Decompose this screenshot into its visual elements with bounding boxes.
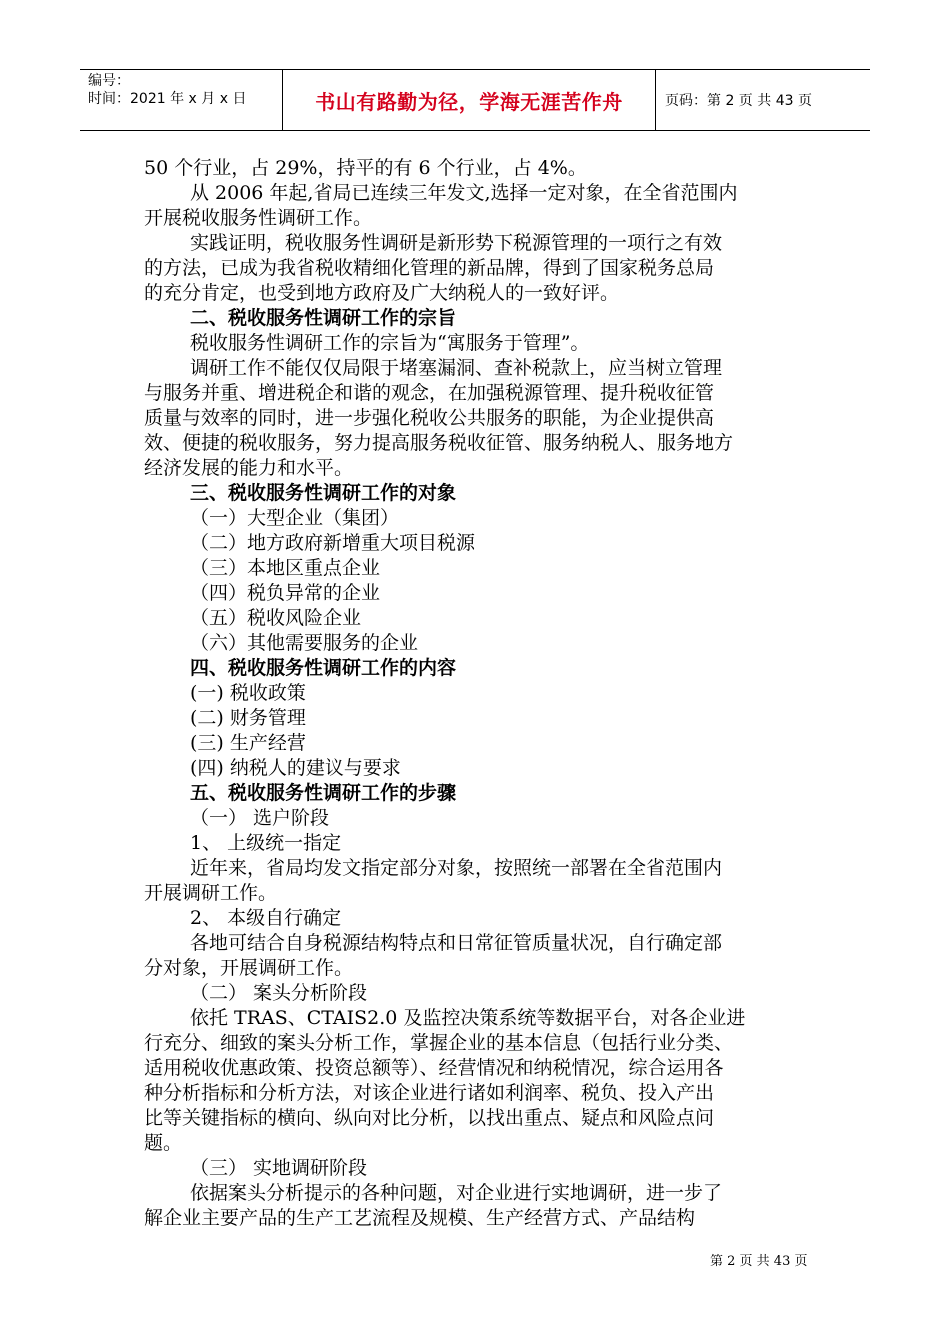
page-header	[80, 69, 870, 131]
header-meta	[80, 70, 282, 130]
paragraph-line: 从 2006 年起,省局已连续三年发文,选择一定对象，在全省范围内	[190, 182, 738, 204]
list-item: （一）大型企业（集团）	[190, 507, 400, 529]
paragraph-line: 行充分、细致的案头分析工作，掌握企业的基本信息（包括行业分类、	[144, 1032, 734, 1054]
list-item: （四）税负异常的企业	[190, 582, 381, 604]
paragraph-line: 解企业主要产品的生产工艺流程及规模、生产经营方式、产品结构	[144, 1207, 696, 1229]
paragraph-line: 适用税收优惠政策、投资总额等）、经营情况和纳税情况，综合运用各	[144, 1057, 724, 1079]
paragraph-line: 各地可结合自身税源结构特点和日常征管质量状况，自行确定部	[190, 932, 723, 954]
paragraph-line: 的充分肯定，也受到地方政府及广大纳税人的一致好评。	[144, 282, 620, 304]
paragraph-line: 的方法，已成为我省税收精细化管理的新品牌，得到了国家税务总局	[144, 257, 715, 279]
header-motto: 书山有路勤为径，学海无涯苦作舟	[315, 89, 623, 114]
list-item: 1、 上级统一指定	[190, 832, 342, 854]
header-page-label: 页码：第 2 页 共 43 页	[665, 93, 812, 109]
list-item: 2、 本级自行确定	[190, 907, 342, 929]
paragraph-line: 比等关键指标的横向、纵向对比分析，以找出重点、疑点和风险点问	[144, 1107, 715, 1129]
subsection-heading: （二） 案头分析阶段	[190, 982, 368, 1004]
paragraph-line: 近年来，省局均发文指定部分对象，按照统一部署在全省范围内	[190, 857, 723, 879]
list-item: （二）地方政府新增重大项目税源	[190, 532, 476, 554]
section-heading: 五、税收服务性调研工作的步骤	[190, 782, 457, 804]
paragraph-line: 税收服务性调研工作的宗旨为“寓服务于管理”。	[190, 332, 590, 354]
paragraph-line: 经济发展的能力和水平。	[144, 457, 354, 479]
section-heading: 三、税收服务性调研工作的对象	[190, 482, 457, 504]
list-item: (四) 纳税人的建议与要求	[190, 757, 401, 779]
paragraph-line: 质量与效率的同时，进一步强化税收公共服务的职能，为企业提供高	[144, 407, 715, 429]
list-item: (三) 生产经营	[190, 732, 306, 754]
header-motto-cell	[282, 70, 656, 130]
list-item: （五）税收风险企业	[190, 607, 362, 629]
paragraph-line: 题。	[144, 1132, 183, 1154]
paragraph-line: 开展调研工作。	[144, 882, 278, 904]
paragraph-line: 分对象，开展调研工作。	[144, 957, 354, 979]
paragraph-line: 种分析指标和分析方法，对该企业进行诸如利润率、税负、投入产出	[144, 1082, 715, 1104]
date-label: 时间：2021 年 x 月 x 日	[88, 91, 247, 107]
list-item: (一) 税收政策	[190, 682, 306, 704]
subsection-heading: （一） 选户阶段	[190, 807, 330, 829]
paragraph-line: 实践证明，税收服务性调研是新形势下税源管理的一项行之有效	[190, 232, 723, 254]
number-label: 编号：	[88, 73, 130, 89]
subsection-heading: （三） 实地调研阶段	[190, 1157, 368, 1179]
list-item: （六）其他需要服务的企业	[190, 632, 419, 654]
section-heading: 二、税收服务性调研工作的宗旨	[190, 307, 457, 329]
paragraph-line: 50 个行业，占 29%，持平的有 6 个行业，占 4%。	[144, 157, 587, 179]
page-footer: 第 2 页 共 43 页	[710, 1254, 808, 1269]
list-item: (二) 财务管理	[190, 707, 306, 729]
paragraph-line: 开展税收服务性调研工作。	[144, 207, 373, 229]
list-item: （三）本地区重点企业	[190, 557, 381, 579]
paragraph-line: 效、便捷的税收服务，努力提高服务税收征管、服务纳税人、服务地方	[144, 432, 734, 454]
paragraph-line: 调研工作不能仅仅局限于堵塞漏洞、查补税款上，应当树立管理	[190, 357, 723, 379]
section-heading: 四、税收服务性调研工作的内容	[190, 657, 457, 679]
paragraph-line: 依据案头分析提示的各种问题，对企业进行实地调研，进一步了	[190, 1182, 723, 1204]
paragraph-line: 依托 TRAS、CTAIS2.0 及监控决策系统等数据平台，对各企业进	[190, 1007, 746, 1029]
paragraph-line: 与服务并重、增进税企和谐的观念，在加强税源管理、提升税收征管	[144, 382, 715, 404]
